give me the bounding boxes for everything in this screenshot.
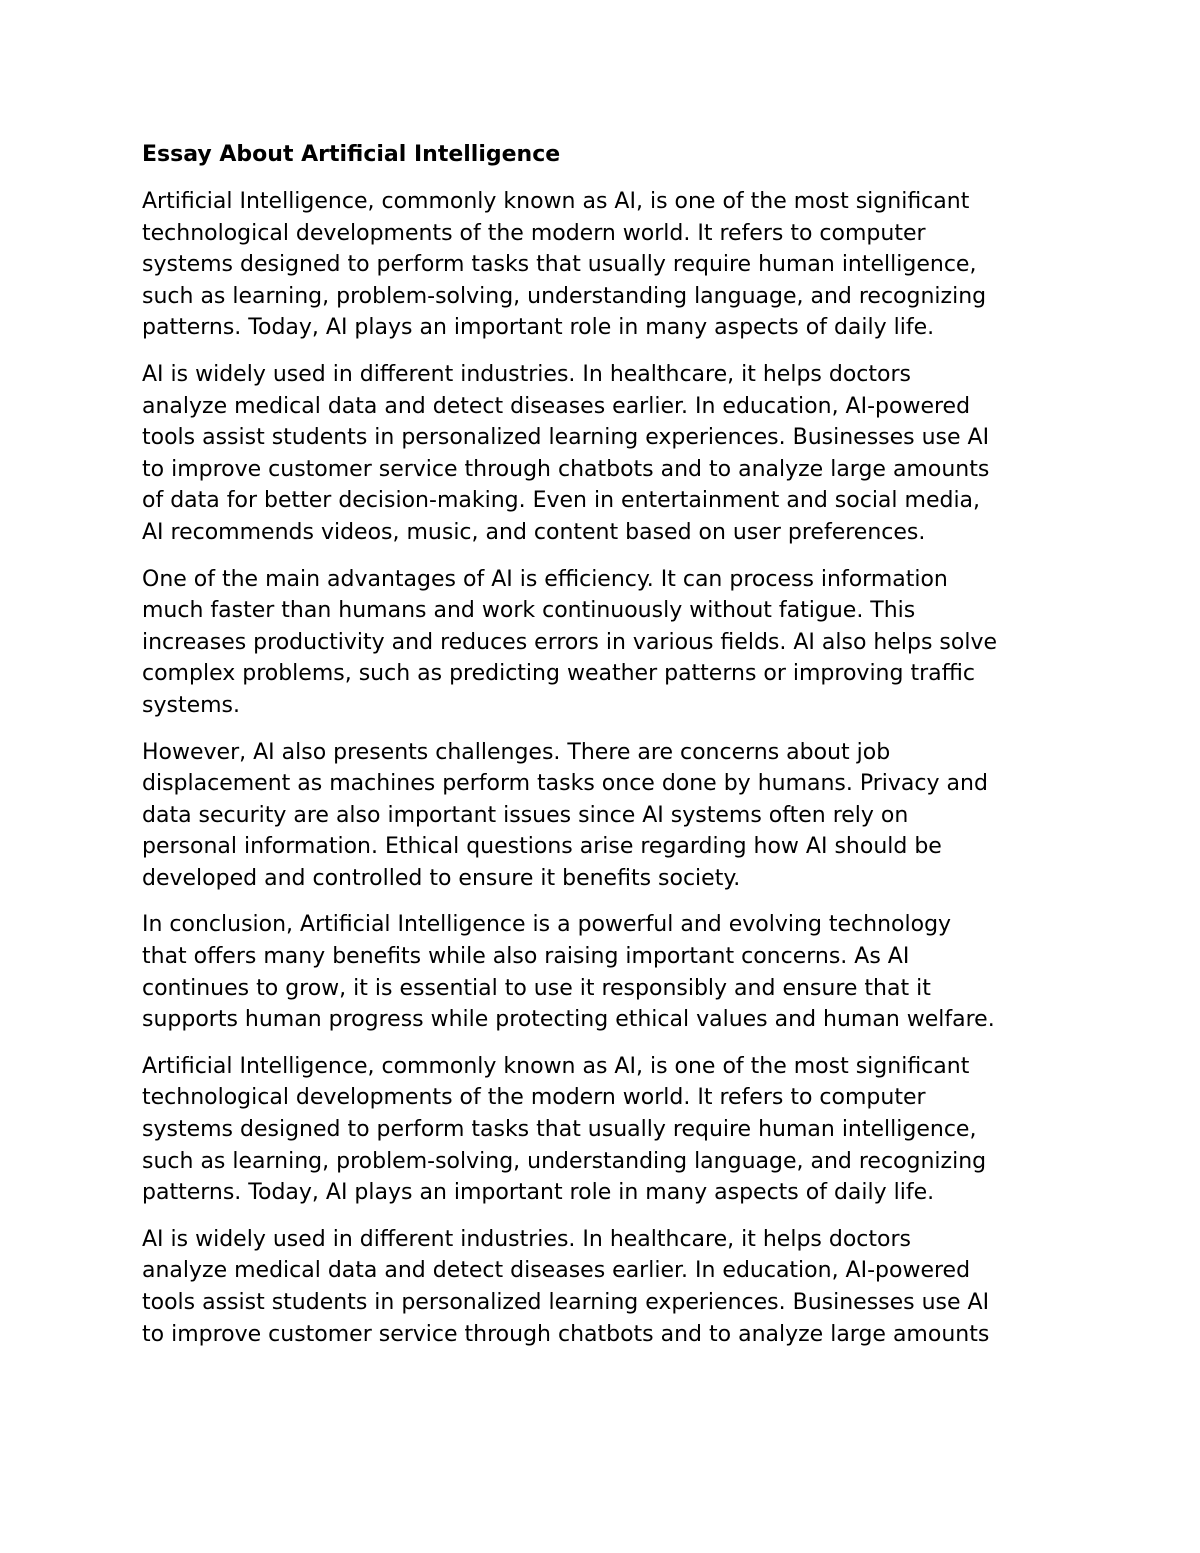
paragraph-line: systems. [142, 692, 240, 718]
paragraph-line: supports human progress while protecting ethical values and human welfare. [142, 1007, 995, 1033]
paragraph-line: complex problems, such as predicting weather patterns or improving traffic [142, 661, 975, 687]
paragraph-line: developed and controlled to ensure it benefits society. [142, 865, 741, 891]
paragraph [142, 186, 1062, 344]
paragraph-line: displacement as machines perform tasks once done by humans. Privacy and [142, 771, 988, 797]
paragraph-line: However, AI also presents challenges. There are concerns about job [142, 739, 891, 765]
essay-title: Essay About Artificial Intelligence [142, 142, 561, 167]
paragraph [142, 1051, 1062, 1209]
paragraph-line: analyze medical data and detect diseases earlier. In education, AI-powered [142, 393, 971, 419]
paragraph-line: tools assist students in personalized learning experiences. Businesses use AI [142, 1290, 990, 1315]
paragraph-line: systems designed to perform tasks that usually require human intelligence, [142, 252, 977, 278]
paragraph-line: to improve customer service through chatbots and to analyze large amounts [142, 1321, 990, 1347]
paragraph-line: such as learning, problem-solving, understanding language, and recognizing [142, 283, 987, 309]
paragraph-line: Artificial Intelligence, commonly known as AI, is one of the most significant [142, 189, 970, 214]
paragraph [142, 359, 1062, 549]
paragraph-line: patterns. Today, AI plays an important role in many aspects of daily life. [142, 315, 935, 341]
paragraph-line: increases productivity and reduces errors in various fields. AI also helps solve [142, 629, 997, 655]
paragraph-line: much faster than humans and work continuously without fatigue. This [142, 598, 916, 624]
paragraph-line: data security are also important issues since AI systems often rely on [142, 802, 909, 828]
paragraph-line: that offers many benefits while also raising important concerns. As AI [142, 944, 910, 970]
essay-paragraphs [142, 186, 1062, 1350]
paragraph-line: AI is widely used in different industries. In healthcare, it helps doctors [142, 1226, 911, 1252]
paragraph-line: such as learning, problem-solving, understanding language, and recognizing [142, 1148, 987, 1174]
paragraph-line: tools assist students in personalized learning experiences. Businesses use AI [142, 425, 990, 451]
paragraph [142, 737, 1062, 895]
paragraph-line: of data for better decision-making. Even in entertainment and social media, [142, 488, 981, 514]
paragraph-line: continues to grow, it is essential to use it responsibly and ensure that it [142, 975, 931, 1001]
paragraph-line: systems designed to perform tasks that usually require human intelligence, [142, 1117, 977, 1143]
paragraph [142, 1224, 1062, 1350]
document-body [142, 138, 1062, 1365]
paragraph-line: AI is widely used in different industries. In healthcare, it helps doctors [142, 361, 911, 387]
paragraph-line: One of the main advantages of AI is efficiency. It can process information [142, 566, 948, 592]
paragraph [142, 909, 1062, 1035]
paragraph-line: technological developments of the modern world. It refers to computer [142, 220, 926, 246]
paragraph-line: In conclusion, Artificial Intelligence is a powerful and evolving technology [142, 912, 952, 938]
paragraph-line: to improve customer service through chatbots and to analyze large amounts [142, 456, 990, 482]
paragraph-line: Artificial Intelligence, commonly known as AI, is one of the most significant [142, 1053, 970, 1079]
paragraph-line: analyze medical data and detect diseases earlier. In education, AI-powered [142, 1258, 971, 1284]
paragraph [142, 564, 1062, 722]
paragraph-line: personal information. Ethical questions arise regarding how AI should be [142, 834, 942, 860]
paragraph-line: patterns. Today, AI plays an important role in many aspects of daily life. [142, 1180, 935, 1206]
paragraph-line: AI recommends videos, music, and content based on user preferences. [142, 519, 926, 545]
paragraph-line: technological developments of the modern world. It refers to computer [142, 1085, 926, 1111]
